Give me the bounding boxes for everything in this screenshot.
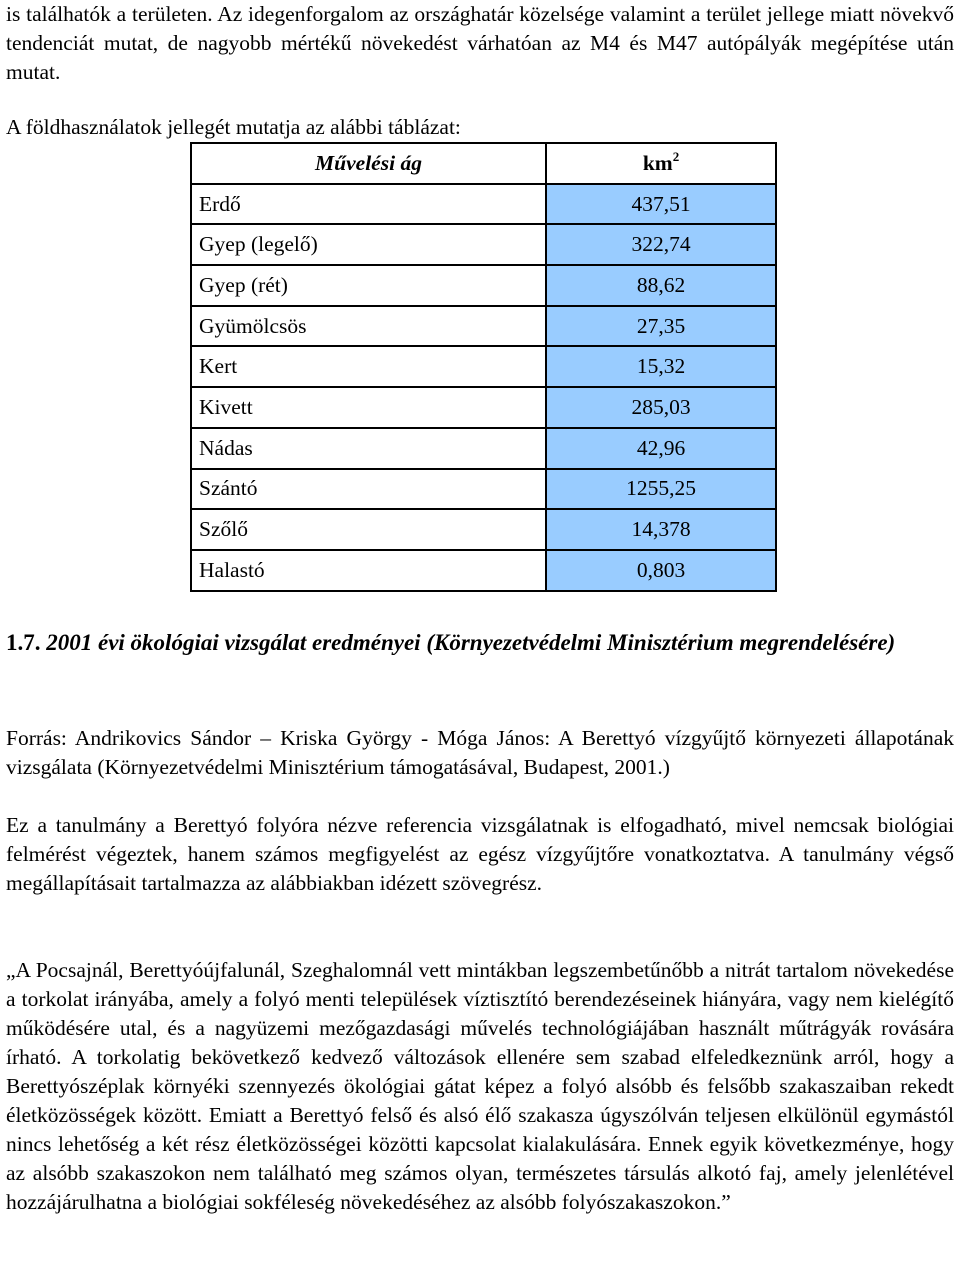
table-row: [191, 469, 776, 510]
cell-area-value: 42,96: [546, 428, 776, 469]
cell-cultivation-name: Erdő: [191, 184, 546, 225]
table-row: [191, 346, 776, 387]
cell-area-value: 27,35: [546, 306, 776, 347]
cell-area-value: 88,62: [546, 265, 776, 306]
header-cultivation-branch: Művelési ág: [191, 143, 546, 184]
source-block: [6, 724, 954, 782]
table-row: [191, 224, 776, 265]
table-row: [191, 428, 776, 469]
table-row: [191, 184, 776, 225]
table-header-row: [191, 143, 776, 184]
table-row: [191, 550, 776, 591]
study-paragraph: Ez a tanulmány a Berettyó folyóra nézve referencia vizsgálatnak is elfogadható, mivel nemcsak biológiai felmérést végeztek, hanem számos megfigyelést az egész vízgyűjtőre vonatkoztatva. A tanulmány végső megállapításait tartalmazza az alábbiakban idézett szövegrész.: [6, 813, 954, 895]
intro-paragraph-block: [6, 0, 954, 87]
header-unit-text: km: [642, 150, 673, 175]
table-row: [191, 387, 776, 428]
section-heading: [6, 628, 954, 658]
table-lead-sentence: A földhasználatok jellegét mutatja az alábbi táblázat:: [6, 115, 461, 139]
study-block: [6, 811, 954, 898]
cell-cultivation-name: Kert: [191, 346, 546, 387]
cell-cultivation-name: Nádas: [191, 428, 546, 469]
cell-area-value: 15,32: [546, 346, 776, 387]
table-row: [191, 509, 776, 550]
table-row: [191, 265, 776, 306]
section-number: 1.7.: [6, 630, 41, 655]
cell-cultivation-name: Halastó: [191, 550, 546, 591]
cell-area-value: 285,03: [546, 387, 776, 428]
cell-cultivation-name: Szőlő: [191, 509, 546, 550]
intro-paragraph: is találhatók a területen. Az idegenforgalom az országhatár közelsége valamint a terület jellege miatt növekvő tendenciát mutat, de nagyobb mértékű növekedést várhatóan az M4 és M47 autópályák megépítése után mutat.: [6, 2, 954, 84]
cell-area-value: 14,378: [546, 509, 776, 550]
cell-cultivation-name: Gyep (rét): [191, 265, 546, 306]
cell-cultivation-name: Gyep (legelő): [191, 224, 546, 265]
header-unit-superscript: 2: [672, 148, 680, 164]
cell-cultivation-name: Kivett: [191, 387, 546, 428]
cell-area-value: 0,803: [546, 550, 776, 591]
cell-area-value: 1255,25: [546, 469, 776, 510]
land-use-table: [190, 142, 777, 592]
section-title: 2001 évi ökológiai vizsgálat eredményei (Környezetvédelmi Minisztérium megrendelésére): [46, 630, 896, 655]
header-unit: [546, 143, 776, 184]
quote-block: [6, 956, 954, 1217]
cell-cultivation-name: Gyümölcsös: [191, 306, 546, 347]
source-paragraph: Forrás: Andrikovics Sándor – Kriska György - Móga János: A Berettyó vízgyűjtő környezeti állapotának vizsgálata (Környezetvédelmi Minisztérium támogatásával, Budapest, 2001.): [6, 726, 954, 779]
table-row: [191, 306, 776, 347]
cell-cultivation-name: Szántó: [191, 469, 546, 510]
quote-paragraph: „A Pocsajnál, Berettyóújfalunál, Szeghalomnál vett mintákban legszembetűnőbb a nitrát tartalom növekedése a torkolat irányába, amely a folyó menti települések víztisztító berendezéseinek hiányára, vagy nem kielégítő működésére utal, és a nagyüzemi mezőgazdasági művelés technológiájában használt műtrágyák rovására írható. A torkolatig bekövetkező kedvező változások ellenére sem szabad elfeledkeznünk arról, hogy a Berettyószéplak környéki szennyezés ökológiai gátat képez a folyó alsóbb és felsőbb szakaszaiban rekedt életközösségek között. Emiatt a Berettyó felső és alsó élő szakasza úgyszólván teljesen elkülönül egymástól nincs lehetőség a két rész életközösségei közötti kapcsolat kialakulására. Ennek egyik következménye, hogy az alsóbb szakaszokon nem található meg számos olyan, természetes társulás alkotó faj, amely jelenlétével hozzájárulhatna a biológiai sokféleség növekedéséhez az alsóbb folyószakaszokon.”: [6, 958, 954, 1214]
land-use-rows: [191, 184, 776, 591]
cell-area-value: 437,51: [546, 184, 776, 225]
cell-area-value: 322,74: [546, 224, 776, 265]
